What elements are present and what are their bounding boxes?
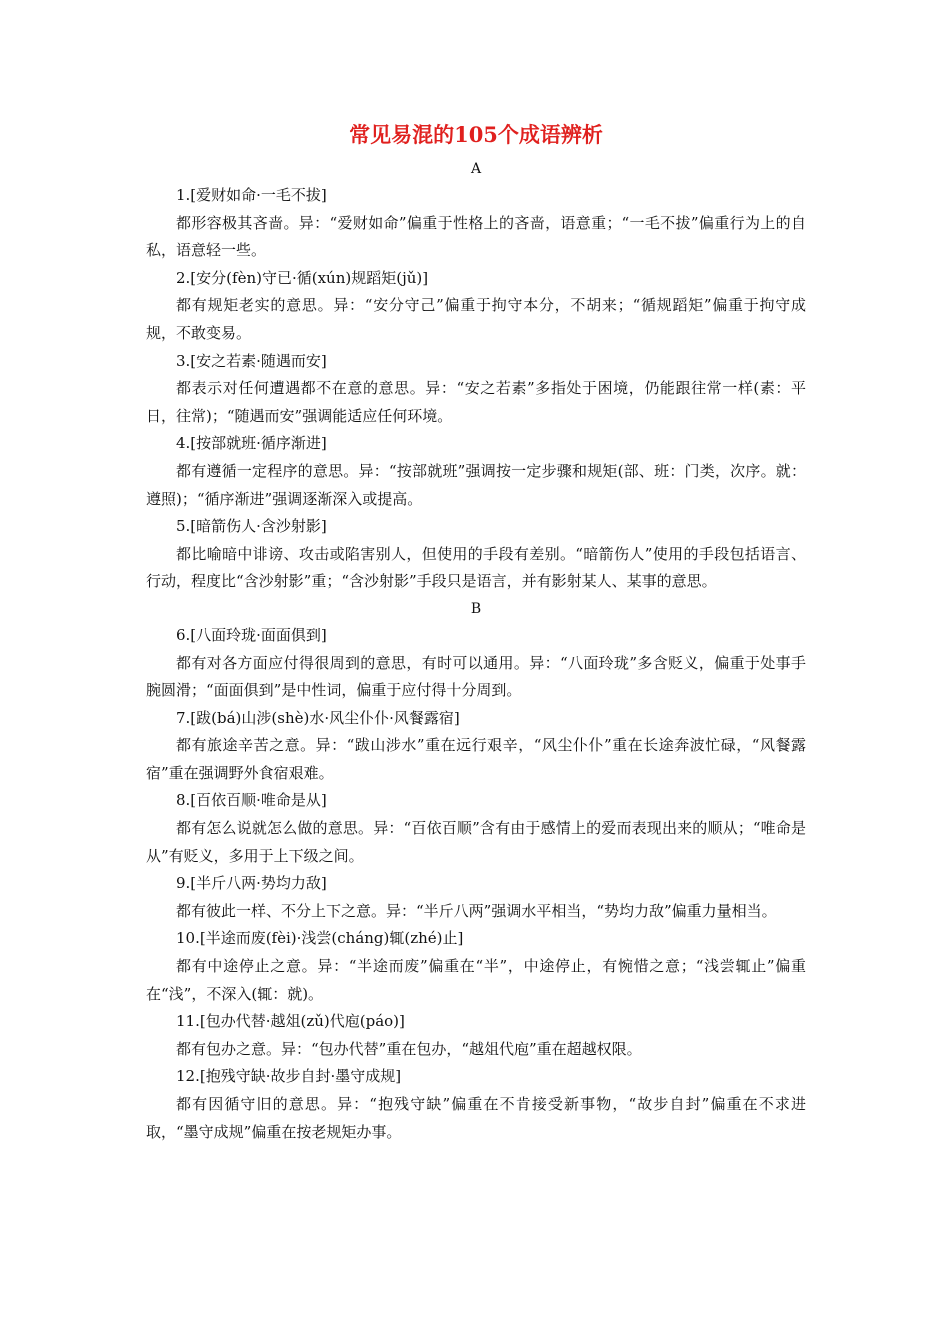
entry-heading: 10.[半途而废(fèi)·浅尝(cháng)辄(zhé)止] bbox=[176, 929, 464, 948]
entry-text: 都有规矩老实的意思。异：“安分守己”偏重于拘守本分，不胡来；“循规蹈矩”偏重于拘守成规，不敢变易。 bbox=[146, 296, 806, 342]
entry-text: 都表示对任何遭遇都不在意的意思。异：“安之若素”多指处于困境，仍能跟往常一样(素：平日，往常)；“随遇而安”强调能适应任何环境。 bbox=[146, 379, 806, 425]
entry-heading: 1.[爱财如命·一毛不拔] bbox=[176, 186, 327, 204]
entry-text: 都有彼此一样、不分上下之意。异：“半斤八两”强调水平相当，“势均力敌”偏重力量相当。 bbox=[176, 901, 777, 920]
entry-text: 都有中途停止之意。异：“半途而废”偏重在“半”，中途停止，有惋惜之意；“浅尝辄止”偏重在“浅”，不深入(辄：就)。 bbox=[146, 957, 806, 1003]
entry-heading: 6.[八面玲珑·面面俱到] bbox=[176, 625, 327, 644]
section-letter: A bbox=[470, 161, 482, 177]
entry-heading: 8.[百依百顺·唯命是从] bbox=[176, 791, 327, 810]
entry-text: 都有旅途辛苦之意。异：“跋山涉水”重在远行艰辛，“风尘仆仆”重在长途奔波忙碌，“风餐露宿”重在强调野外食宿艰难。 bbox=[146, 736, 806, 782]
entry-heading: 12.[抱残守缺·故步自封·墨守成规] bbox=[176, 1067, 402, 1086]
entry-text: 都有怎么说就怎么做的意思。异：“百依百顺”含有由于感情上的爱而表现出来的顺从；“唯命是从”有贬义，多用于上下级之间。 bbox=[146, 819, 806, 865]
entry-text: 都比喻暗中诽谤、攻击或陷害别人，但使用的手段有差别。“暗箭伤人”使用的手段包括语言、行动，程度比“含沙射影”重；“含沙射影”手段只是语言，并有影射某人、某事的意思。 bbox=[146, 544, 806, 591]
entry-text: 都有包办之意。异：“包办代替”重在包办，“越俎代庖”重在超越权限。 bbox=[176, 1039, 642, 1058]
entry-text: 都有遵循一定程序的意思。异：“按部就班”强调按一定步骤和规矩(部、班：门类，次序。就：遵照)；“循序渐进”强调逐渐深入或提高。 bbox=[146, 461, 806, 508]
section-a bbox=[146, 156, 806, 596]
entry-text: 都形容极其吝啬。异：“爱财如命”偏重于性格上的吝啬，语意重；“一毛不拔”偏重行为上的自私，语意轻一些。 bbox=[146, 213, 806, 260]
entry-text: 都有因循守旧的意思。异：“抱残守缺”偏重在不肯接受新事物，“故步自封”偏重在不求进取，“墨守成规”偏重在按老规矩办事。 bbox=[146, 1095, 806, 1141]
section-b bbox=[146, 596, 806, 1146]
section-letter: B bbox=[470, 600, 482, 617]
page-title: 常见易混的105个成语辨析 bbox=[349, 122, 603, 147]
entry-text: 都有对各方面应付得很周到的意思，有时可以通用。异：“八面玲珑”多含贬义，偏重于处事手腕圆滑；“面面俱到”是中性词，偏重于应付得十分周到。 bbox=[146, 653, 806, 700]
entry-heading: 5.[暗箭伤人·含沙射影] bbox=[176, 517, 327, 536]
entry-heading: 7.[跋(bá)山涉(shè)水·风尘仆仆·风餐露宿] bbox=[176, 708, 460, 727]
entry-heading: 4.[按部就班·循序渐进] bbox=[176, 434, 327, 453]
entry-heading: 11.[包办代替·越俎(zǔ)代庖(páo)] bbox=[176, 1012, 405, 1031]
document-page bbox=[146, 118, 806, 1146]
entry-heading: 2.[安分(fèn)守已·循(xún)规蹈矩(jǔ)] bbox=[176, 268, 429, 287]
entry-heading: 9.[半斤八两·势均力敌] bbox=[176, 874, 327, 893]
entry-heading: 3.[安之若素·随遇而安] bbox=[176, 351, 327, 370]
